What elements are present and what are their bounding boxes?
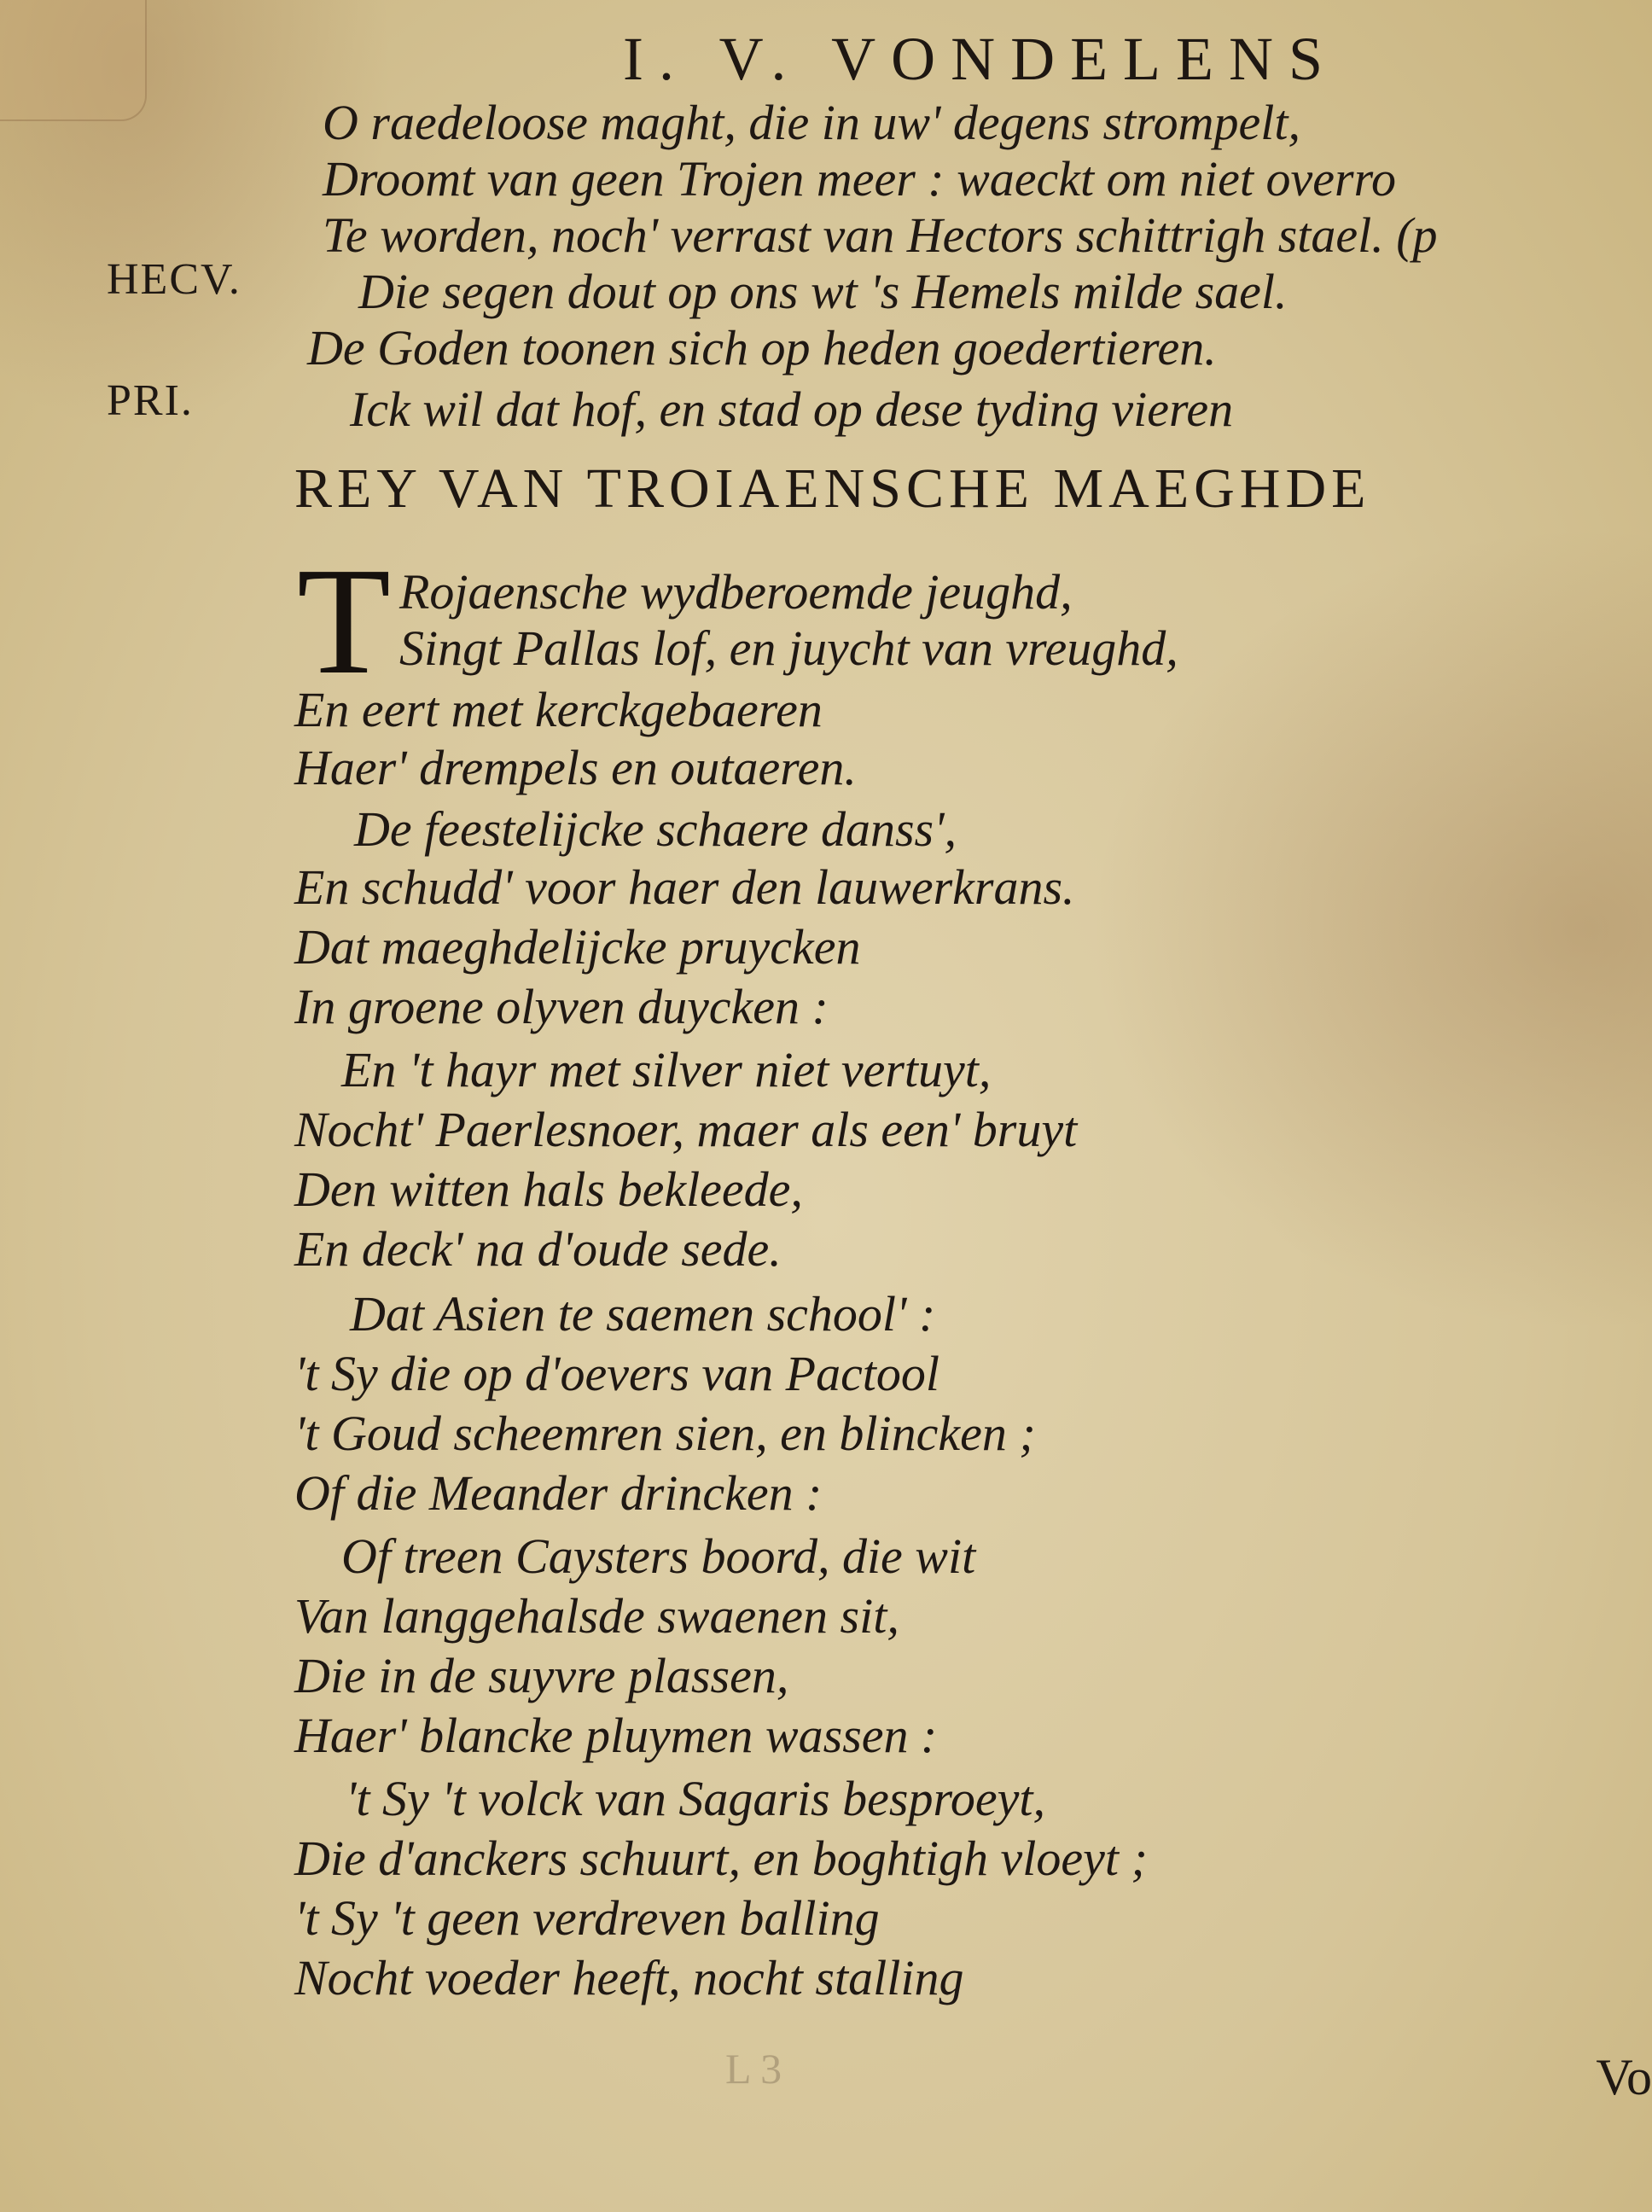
chorus-line: Of treen Caysters boord, die wit (341, 1528, 976, 1584)
chorus-line: 't Sy 't geen verdreven balling (294, 1890, 880, 1946)
chorus-line: Dat maeghdelijcke pruycken (294, 919, 861, 975)
chorus-line: In groene olyven duycken : (294, 979, 829, 1034)
chorus-line: Dat Asien te saemen school' : (350, 1286, 936, 1342)
chorus-line: De feestelijcke schaere danss', (354, 801, 957, 857)
chorus-line: En eert met kerckgebaeren (294, 682, 823, 737)
chorus-line: 't Goud scheemren sien, en blincken ; (294, 1406, 1036, 1461)
chorus-heading: REY VAN TROIAENSCHE MAEGHDE (294, 457, 1371, 520)
speech-line: Ick wil dat hof, en stad op dese tyding vieren (350, 381, 1234, 437)
chorus-line: 't Sy 't volck van Sagaris besproeyt, (346, 1771, 1045, 1826)
drop-cap: T (297, 536, 391, 706)
running-head: I. V. VONDELENS (623, 25, 1339, 93)
chorus-line: Nocht' Paerlesnoer, maer als een' bruyt (294, 1102, 1078, 1157)
speech-line: De Goden toonen sich op heden goedertieren. (307, 320, 1217, 375)
chorus-line: Of die Meander drincken : (294, 1465, 823, 1521)
chorus-line: Van langgehalsde swaenen sit, (294, 1588, 899, 1644)
chorus-line: En deck' na d'oude sede. (294, 1221, 782, 1277)
speech-line: Die segen dout op ons wt 's Hemels milde sael. (358, 264, 1288, 319)
show-through-signature: L 3 (725, 2045, 782, 2093)
chorus-line: Rojaensche wydberoemde jeughd, (399, 564, 1073, 620)
speaker-label-priam: PRI. (107, 376, 194, 425)
chorus-line: En schudd' voor haer den lauwerkrans. (294, 859, 1075, 915)
chorus-line: En 't hayr met silver niet vertuyt, (341, 1042, 992, 1097)
chorus-line: Haer' drempels en outaeren. (294, 740, 857, 795)
chorus-line: Die d'anckers schuurt, en boghtigh vloeyt ; (294, 1831, 1148, 1886)
speech-line: Te worden, noch' verrast van Hectors schittrigh stael. (p (323, 207, 1438, 263)
chorus-line: Haer' blancke pluymen wassen : (294, 1708, 938, 1763)
speech-line: O raedeloose maght, die in uw' degens strompelt, (323, 95, 1300, 150)
chorus-line: 't Sy die op d'oevers van Pactool (294, 1346, 940, 1401)
chorus-line: Den witten hals bekleede, (294, 1161, 803, 1217)
chorus-line: Die in de suyvre plassen, (294, 1648, 789, 1703)
speaker-label-hecuba: HECV. (107, 255, 241, 304)
chorus-line: Singt Pallas lof, en juycht van vreughd, (399, 620, 1178, 676)
page-corner-fold (0, 0, 147, 121)
chorus-line: Nocht voeder heeft, nocht stalling (294, 1950, 964, 2005)
speech-line: Droomt van geen Trojen meer : waeckt om niet overro (323, 151, 1396, 207)
catchword: Vo (1596, 2049, 1652, 2105)
